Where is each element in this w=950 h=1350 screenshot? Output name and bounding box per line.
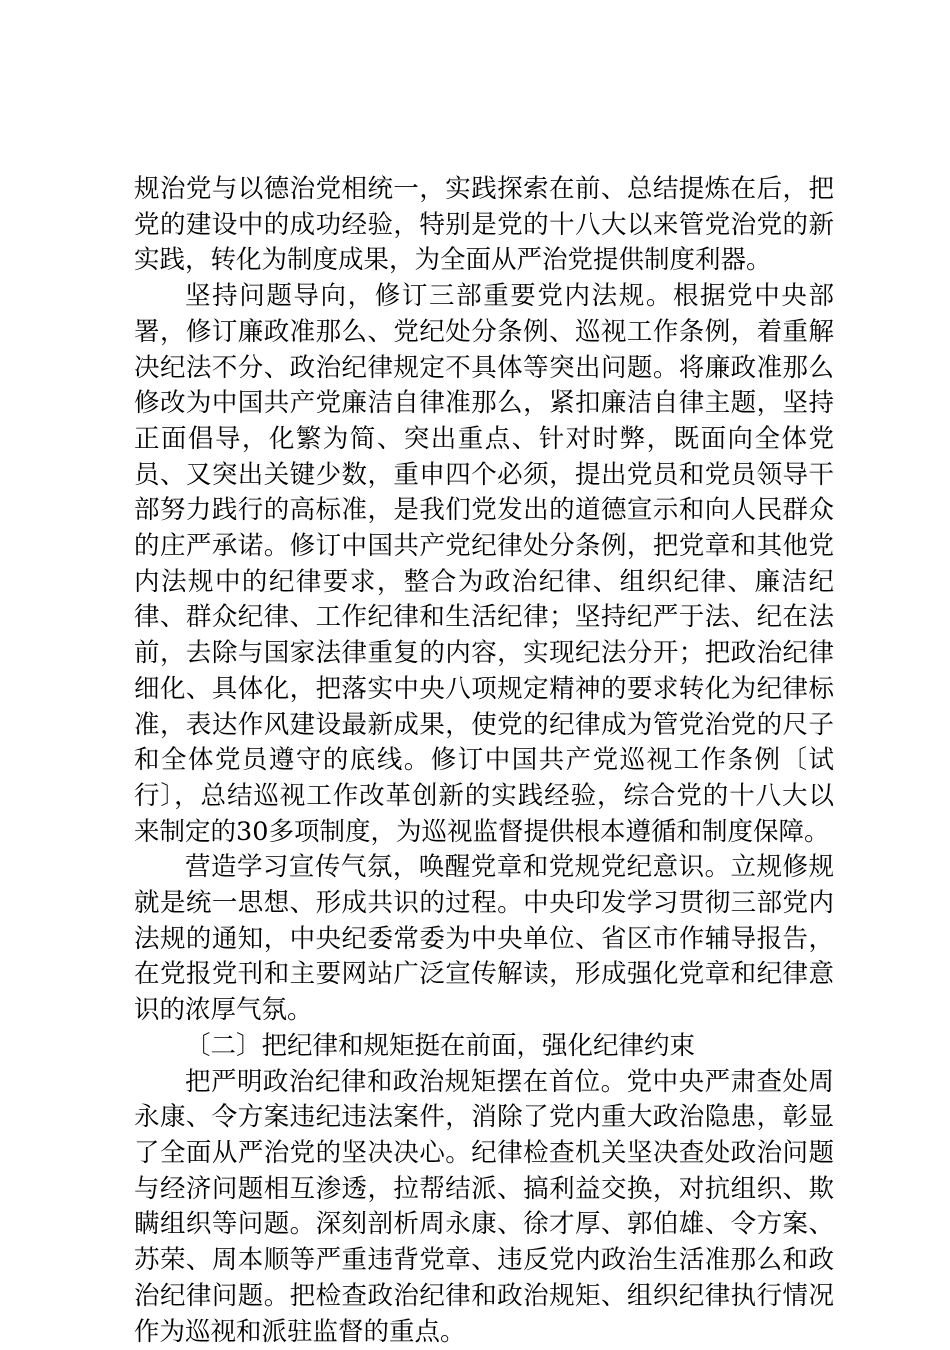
paragraph-problem-orientation: 坚持问题导向，修订三部重要党内法规。根据党中央部署，修订廉政准那么、党纪处分条例、巡视工作条例，着重解决纪法不分、政治纪律规定不具体等突出问题。将廉政准那么修改为中国共产党廉洁自律准那么，紧扣廉洁自律主题，坚持正面倡导，化繁为简、突出重点、针对时弊，既面向全体党员、又突出关键少数，重申四个必须，提出党员和党员领导干部努力践行的高标准，是我们党发出的道德宣示和向人民群众的庄严承诺。修订中国共产党纪律处分条例，把党章和其他党内法规中的纪律要求，整合为政治纪律、组织纪律、廉洁纪律、群众纪律、工作纪律和生活纪律；坚持纪严于法、纪在法前，去除与国家法律重复的内容，实现纪法分开；把政治纪律细化、具体化，把落实中央八项规定精神的要求转化为纪律标准，表达作风建设最新成果，使党的纪律成为管党治党的尺子和全体党员遵守的底线。修订中国共产党巡视工作条例〔试行〕，总结巡视工作改革创新的实践经验，综合党的十八大以来制定的30多项制度，为巡视监督提供根本遵循和制度保障。 [134, 281, 834, 847]
section-heading: 〔二〕把纪律和规矩挺在前面，强化纪律约束 [185, 1030, 696, 1061]
document-body [134, 172, 834, 1350]
paragraph-study-publicity: 营造学习宣传气氛，唤醒党章和党规党纪意识。立规修规就是统一思想、形成共识的过程。中央印发学习贯彻三部党内法规的通知，中央纪委常委为中央单位、省区市作辅导报告，在党报党刊和主要网站广泛宣传解读，形成强化党章和纪律意识的浓厚气氛。 [134, 852, 834, 1026]
paragraph-continuation: 规治党与以德治党相统一，实践探索在前、总结提炼在后，把党的建设中的成功经验，特别是党的十八大以来管党治党的新实践，转化为制度成果，为全面从严治党提供制度利器。 [134, 174, 834, 276]
paragraph-political-discipline: 把严明政治纪律和政治规矩摆在首位。党中央严肃查处周永康、令方案违纪违法案件，消除了党内重大政治隐患，彰显了全面从严治党的坚决决心。纪律检查机关坚决查处政治问题与经济问题相互渗透，拉帮结派、搞利益交换，对抗组织、欺瞒组织等问题。深刻剖析周永康、徐才厚、郭伯雄、令方案、苏荣、周本顺等严重违背党章、违反党内政治生活准那么和政治纪律问题。把检查政治纪律和政治规矩、组织纪律执行情况作为巡视和派驻监督的重点。 [134, 1066, 834, 1347]
